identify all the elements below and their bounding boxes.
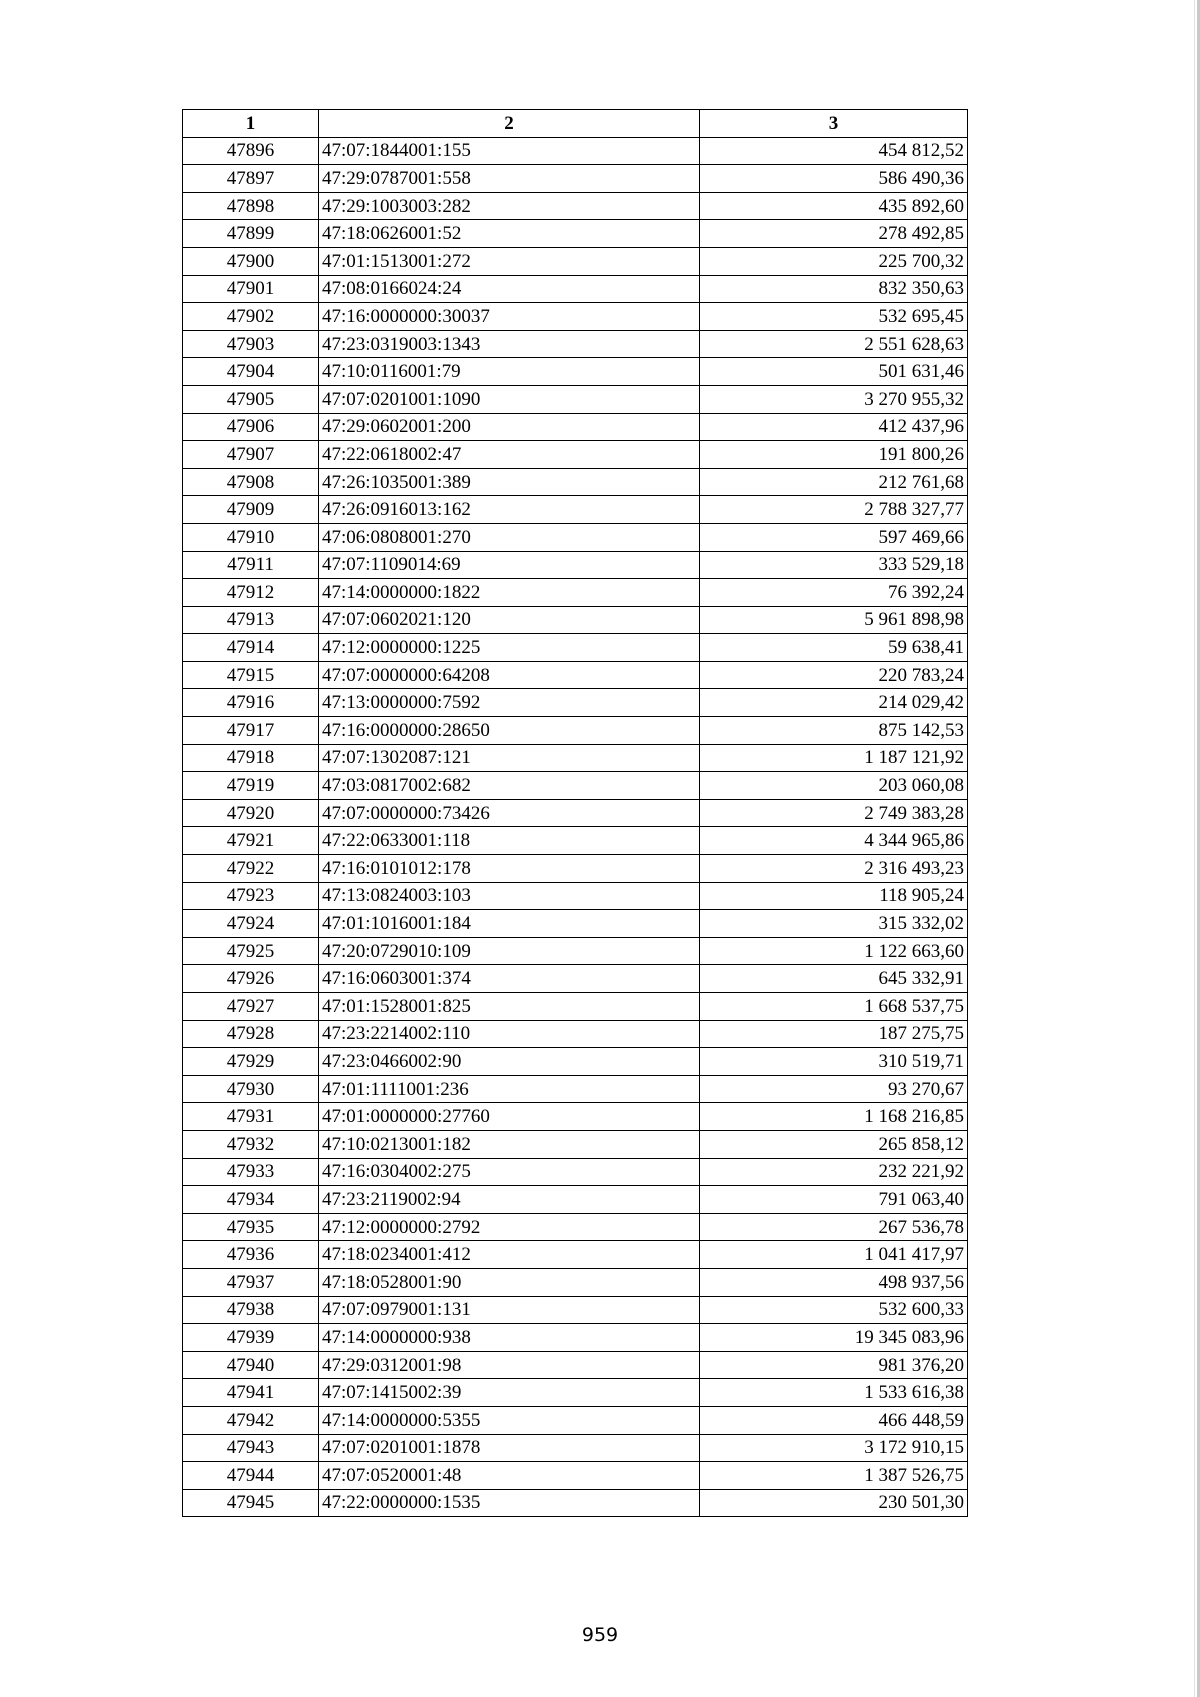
table-row <box>183 772 968 800</box>
page-number: 959 <box>581 1624 619 1646</box>
row-number-cell: 47902 <box>183 303 319 331</box>
cadastral-number-cell: 47:14:0000000:5355 <box>319 1406 700 1434</box>
cadastral-number-cell: 47:07:0979001:131 <box>319 1296 700 1324</box>
header-cell-3: 3 <box>700 110 968 138</box>
value-cell: 454 812,52 <box>700 137 968 165</box>
table-row <box>183 413 968 441</box>
cadastral-number-cell: 47:07:0201001:1878 <box>319 1434 700 1462</box>
cadastral-number-cell: 47:18:0626001:52 <box>319 220 700 248</box>
row-number-cell: 47927 <box>183 993 319 1021</box>
cadastral-number-cell: 47:26:1035001:389 <box>319 468 700 496</box>
value-cell: 586 490,36 <box>700 165 968 193</box>
cadastral-number-cell: 47:01:0000000:27760 <box>319 1103 700 1131</box>
value-cell: 59 638,41 <box>700 634 968 662</box>
cadastral-number-cell: 47:10:0116001:79 <box>319 358 700 386</box>
row-number-cell: 47906 <box>183 413 319 441</box>
value-cell: 2 749 383,28 <box>700 799 968 827</box>
row-number-cell: 47933 <box>183 1158 319 1186</box>
value-cell: 1 041 417,97 <box>700 1241 968 1269</box>
table-row <box>183 192 968 220</box>
table-row <box>183 634 968 662</box>
value-cell: 203 060,08 <box>700 772 968 800</box>
value-cell: 2 788 327,77 <box>700 496 968 524</box>
row-number-cell: 47929 <box>183 1048 319 1076</box>
value-cell: 1 122 663,60 <box>700 937 968 965</box>
table-row <box>183 1158 968 1186</box>
header-row <box>183 110 968 138</box>
table-row <box>183 247 968 275</box>
cadastral-number-cell: 47:07:1109014:69 <box>319 551 700 579</box>
cadastral-number-cell: 47:29:0787001:558 <box>319 165 700 193</box>
cadastral-number-cell: 47:26:0916013:162 <box>319 496 700 524</box>
table-row <box>183 993 968 1021</box>
table-row <box>183 855 968 883</box>
value-cell: 532 600,33 <box>700 1296 968 1324</box>
cadastral-number-cell: 47:10:0213001:182 <box>319 1130 700 1158</box>
value-cell: 981 376,20 <box>700 1351 968 1379</box>
table-row <box>183 1324 968 1352</box>
row-number-cell: 47919 <box>183 772 319 800</box>
value-cell: 1 387 526,75 <box>700 1462 968 1490</box>
cadastral-number-cell: 47:07:0000000:73426 <box>319 799 700 827</box>
row-number-cell: 47943 <box>183 1434 319 1462</box>
row-number-cell: 47935 <box>183 1213 319 1241</box>
table-row <box>183 937 968 965</box>
row-number-cell: 47942 <box>183 1406 319 1434</box>
table-row <box>183 1379 968 1407</box>
row-number-cell: 47897 <box>183 165 319 193</box>
value-cell: 435 892,60 <box>700 192 968 220</box>
value-cell: 191 800,26 <box>700 441 968 469</box>
value-cell: 5 961 898,98 <box>700 606 968 634</box>
row-number-cell: 47936 <box>183 1241 319 1269</box>
row-number-cell: 47940 <box>183 1351 319 1379</box>
row-number-cell: 47918 <box>183 744 319 772</box>
table-row <box>183 441 968 469</box>
table-row <box>183 303 968 331</box>
cadastral-number-cell: 47:16:0000000:28650 <box>319 717 700 745</box>
table-row <box>183 468 968 496</box>
row-number-cell: 47926 <box>183 965 319 993</box>
cadastral-number-cell: 47:07:0602021:120 <box>319 606 700 634</box>
value-cell: 3 172 910,15 <box>700 1434 968 1462</box>
row-number-cell: 47930 <box>183 1075 319 1103</box>
row-number-cell: 47925 <box>183 937 319 965</box>
header-cell-2: 2 <box>319 110 700 138</box>
cadastral-number-cell: 47:13:0000000:7592 <box>319 689 700 717</box>
table-row <box>183 1489 968 1517</box>
value-cell: 118 905,24 <box>700 882 968 910</box>
cadastral-number-cell: 47:07:0520001:48 <box>319 1462 700 1490</box>
value-cell: 597 469,66 <box>700 523 968 551</box>
table-row <box>183 661 968 689</box>
row-number-cell: 47941 <box>183 1379 319 1407</box>
cadastral-number-cell: 47:07:1844001:155 <box>319 137 700 165</box>
value-cell: 3 270 955,32 <box>700 385 968 413</box>
value-cell: 4 344 965,86 <box>700 827 968 855</box>
value-cell: 1 533 616,38 <box>700 1379 968 1407</box>
value-cell: 267 536,78 <box>700 1213 968 1241</box>
row-number-cell: 47909 <box>183 496 319 524</box>
value-cell: 212 761,68 <box>700 468 968 496</box>
table-row <box>183 1268 968 1296</box>
row-number-cell: 47898 <box>183 192 319 220</box>
cadastral-number-cell: 47:23:2119002:94 <box>319 1186 700 1214</box>
cadastral-number-cell: 47:16:0000000:30037 <box>319 303 700 331</box>
table-row <box>183 1296 968 1324</box>
row-number-cell: 47938 <box>183 1296 319 1324</box>
table-row <box>183 1103 968 1131</box>
cadastral-number-cell: 47:16:0101012:178 <box>319 855 700 883</box>
table-row <box>183 1241 968 1269</box>
row-number-cell: 47916 <box>183 689 319 717</box>
table-row <box>183 882 968 910</box>
row-number-cell: 47920 <box>183 799 319 827</box>
table-row <box>183 1213 968 1241</box>
value-cell: 412 437,96 <box>700 413 968 441</box>
table-row <box>183 799 968 827</box>
table-row <box>183 744 968 772</box>
value-cell: 220 783,24 <box>700 661 968 689</box>
cadastral-number-cell: 47:06:0808001:270 <box>319 523 700 551</box>
value-cell: 2 551 628,63 <box>700 330 968 358</box>
table-row <box>183 1020 968 1048</box>
cadastral-number-cell: 47:20:0729010:109 <box>319 937 700 965</box>
value-cell: 466 448,59 <box>700 1406 968 1434</box>
value-cell: 278 492,85 <box>700 220 968 248</box>
cadastral-number-cell: 47:14:0000000:938 <box>319 1324 700 1352</box>
value-cell: 232 221,92 <box>700 1158 968 1186</box>
row-number-cell: 47905 <box>183 385 319 413</box>
cadastral-number-cell: 47:16:0304002:275 <box>319 1158 700 1186</box>
value-cell: 791 063,40 <box>700 1186 968 1214</box>
row-number-cell: 47914 <box>183 634 319 662</box>
value-cell: 532 695,45 <box>700 303 968 331</box>
table-row <box>183 330 968 358</box>
row-number-cell: 47901 <box>183 275 319 303</box>
value-cell: 214 029,42 <box>700 689 968 717</box>
row-number-cell: 47937 <box>183 1268 319 1296</box>
row-number-cell: 47924 <box>183 910 319 938</box>
cadastral-number-cell: 47:23:2214002:110 <box>319 1020 700 1048</box>
header-cell-1: 1 <box>183 110 319 138</box>
value-cell: 315 332,02 <box>700 910 968 938</box>
cadastral-number-cell: 47:22:0633001:118 <box>319 827 700 855</box>
table-row <box>183 689 968 717</box>
table-row <box>183 1130 968 1158</box>
table-body <box>183 137 968 1517</box>
value-cell: 333 529,18 <box>700 551 968 579</box>
value-cell: 1 187 121,92 <box>700 744 968 772</box>
cadastral-number-cell: 47:12:0000000:1225 <box>319 634 700 662</box>
cadastral-number-cell: 47:07:1415002:39 <box>319 1379 700 1407</box>
table-row <box>183 910 968 938</box>
data-table <box>182 109 968 1517</box>
cadastral-number-cell: 47:08:0166024:24 <box>319 275 700 303</box>
row-number-cell: 47903 <box>183 330 319 358</box>
value-cell: 310 519,71 <box>700 1048 968 1076</box>
value-cell: 19 345 083,96 <box>700 1324 968 1352</box>
table-row <box>183 165 968 193</box>
table-row <box>183 523 968 551</box>
row-number-cell: 47899 <box>183 220 319 248</box>
value-cell: 265 858,12 <box>700 1130 968 1158</box>
cadastral-number-cell: 47:16:0603001:374 <box>319 965 700 993</box>
cadastral-number-cell: 47:13:0824003:103 <box>319 882 700 910</box>
row-number-cell: 47921 <box>183 827 319 855</box>
table-row <box>183 965 968 993</box>
table-row <box>183 496 968 524</box>
cadastral-number-cell: 47:07:1302087:121 <box>319 744 700 772</box>
row-number-cell: 47922 <box>183 855 319 883</box>
page-edge-line <box>1194 0 1195 1697</box>
cadastral-number-cell: 47:03:0817002:682 <box>319 772 700 800</box>
row-number-cell: 47907 <box>183 441 319 469</box>
value-cell: 501 631,46 <box>700 358 968 386</box>
row-number-cell: 47932 <box>183 1130 319 1158</box>
row-number-cell: 47917 <box>183 717 319 745</box>
table-row <box>183 1075 968 1103</box>
cadastral-number-cell: 47:29:0602001:200 <box>319 413 700 441</box>
table-row <box>183 358 968 386</box>
value-cell: 93 270,67 <box>700 1075 968 1103</box>
cadastral-number-cell: 47:01:1528001:825 <box>319 993 700 1021</box>
table-row <box>183 579 968 607</box>
cadastral-number-cell: 47:23:0466002:90 <box>319 1048 700 1076</box>
row-number-cell: 47900 <box>183 247 319 275</box>
value-cell: 498 937,56 <box>700 1268 968 1296</box>
table-row <box>183 1434 968 1462</box>
table-row <box>183 1462 968 1490</box>
table-row <box>183 1351 968 1379</box>
table-row <box>183 137 968 165</box>
value-cell: 76 392,24 <box>700 579 968 607</box>
table-row <box>183 827 968 855</box>
value-cell: 225 700,32 <box>700 247 968 275</box>
table-row <box>183 385 968 413</box>
table-row <box>183 1406 968 1434</box>
cadastral-number-cell: 47:23:0319003:1343 <box>319 330 700 358</box>
cadastral-number-cell: 47:22:0618002:47 <box>319 441 700 469</box>
table-row <box>183 1186 968 1214</box>
row-number-cell: 47915 <box>183 661 319 689</box>
value-cell: 832 350,63 <box>700 275 968 303</box>
value-cell: 187 275,75 <box>700 1020 968 1048</box>
value-cell: 2 316 493,23 <box>700 855 968 883</box>
table-header <box>183 110 968 138</box>
table-row <box>183 220 968 248</box>
row-number-cell: 47896 <box>183 137 319 165</box>
row-number-cell: 47945 <box>183 1489 319 1517</box>
cadastral-number-cell: 47:01:1513001:272 <box>319 247 700 275</box>
row-number-cell: 47931 <box>183 1103 319 1131</box>
table-row <box>183 606 968 634</box>
value-cell: 645 332,91 <box>700 965 968 993</box>
cadastral-number-cell: 47:14:0000000:1822 <box>319 579 700 607</box>
table-row <box>183 275 968 303</box>
row-number-cell: 47910 <box>183 523 319 551</box>
cadastral-number-cell: 47:29:1003003:282 <box>319 192 700 220</box>
cadastral-number-cell: 47:07:0201001:1090 <box>319 385 700 413</box>
row-number-cell: 47944 <box>183 1462 319 1490</box>
cadastral-number-cell: 47:18:0528001:90 <box>319 1268 700 1296</box>
row-number-cell: 47904 <box>183 358 319 386</box>
table-row <box>183 551 968 579</box>
value-cell: 1 668 537,75 <box>700 993 968 1021</box>
table-row <box>183 717 968 745</box>
cadastral-number-cell: 47:07:0000000:64208 <box>319 661 700 689</box>
cadastral-number-cell: 47:18:0234001:412 <box>319 1241 700 1269</box>
table-row <box>183 1048 968 1076</box>
row-number-cell: 47908 <box>183 468 319 496</box>
cadastral-number-cell: 47:01:1016001:184 <box>319 910 700 938</box>
row-number-cell: 47928 <box>183 1020 319 1048</box>
row-number-cell: 47939 <box>183 1324 319 1352</box>
cadastral-number-cell: 47:22:0000000:1535 <box>319 1489 700 1517</box>
row-number-cell: 47934 <box>183 1186 319 1214</box>
row-number-cell: 47923 <box>183 882 319 910</box>
value-cell: 1 168 216,85 <box>700 1103 968 1131</box>
cadastral-number-cell: 47:29:0312001:98 <box>319 1351 700 1379</box>
row-number-cell: 47913 <box>183 606 319 634</box>
cadastral-number-cell: 47:01:1111001:236 <box>319 1075 700 1103</box>
cadastral-number-cell: 47:12:0000000:2792 <box>319 1213 700 1241</box>
value-cell: 875 142,53 <box>700 717 968 745</box>
row-number-cell: 47911 <box>183 551 319 579</box>
row-number-cell: 47912 <box>183 579 319 607</box>
value-cell: 230 501,30 <box>700 1489 968 1517</box>
